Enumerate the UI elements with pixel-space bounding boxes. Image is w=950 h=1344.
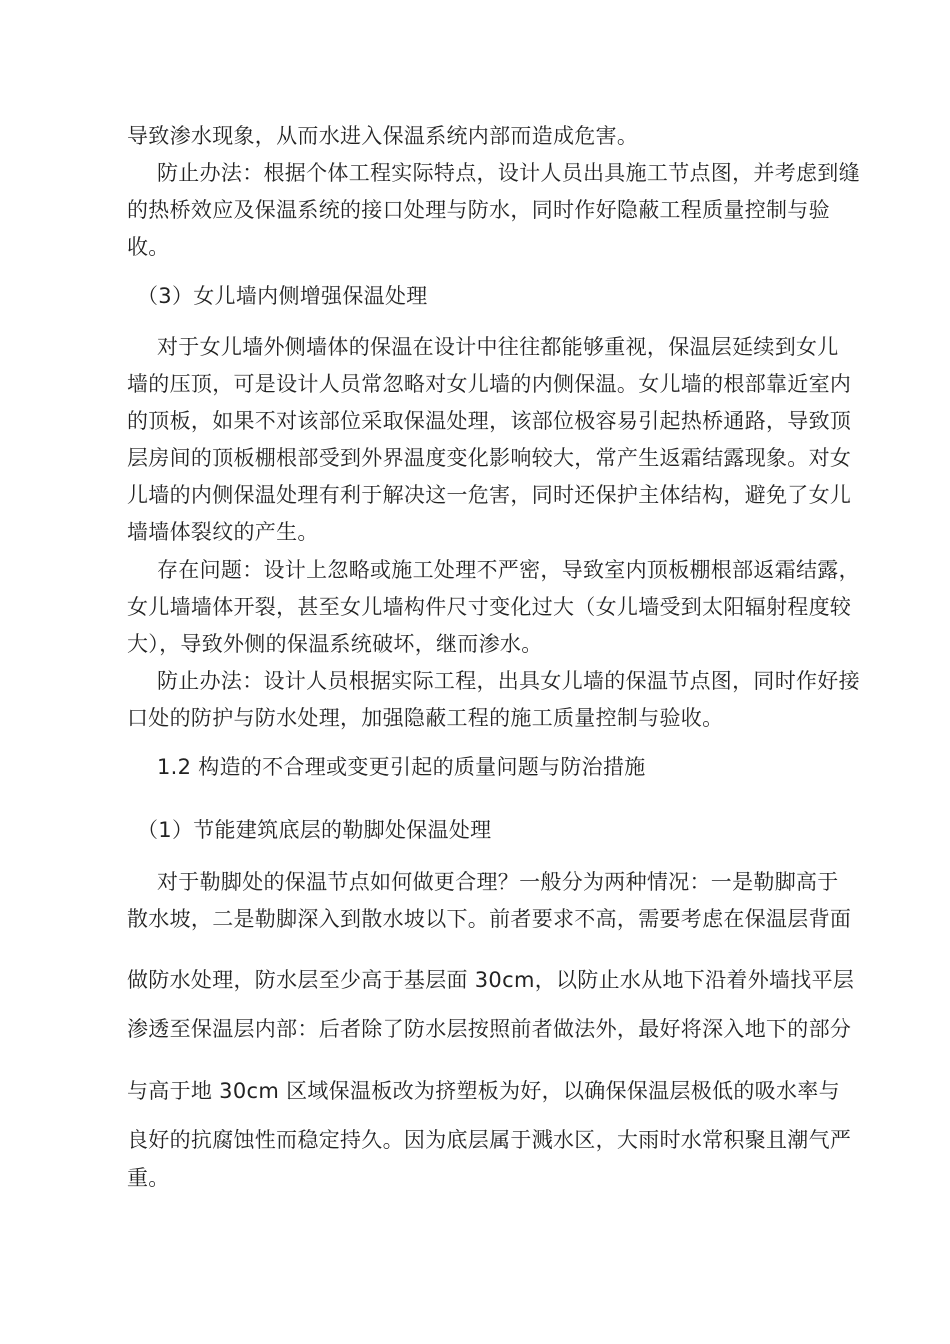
paragraph-line: 的热桥效应及保温系统的接口处理与防水，同时作好隐蔽工程质量控制与验 xyxy=(127,198,830,222)
section-heading: （1）节能建筑底层的勒脚处保温处理 xyxy=(137,818,492,842)
paragraph-line: 防止办法：设计人员根据实际工程，出具女儿墙的保温节点图，同时作好接 xyxy=(157,669,860,693)
paragraph-line: 的顶板，如果不对该部位采取保温处理，该部位极容易引起热桥通路，导致顶 xyxy=(127,409,852,433)
section-heading: （3）女儿墙内侧增强保温处理 xyxy=(137,284,428,308)
paragraph-line: 渗透至保温层内部：后者除了防水层按照前者做法外，最好将深入地下的部分 xyxy=(127,1017,852,1041)
paragraph-line: 散水坡，二是勒脚深入到散水坡以下。前者要求不高，需要考虑在保温层背面 xyxy=(127,907,852,931)
paragraph-line: 导致渗水现象，从而水进入保温系统内部而造成危害。 xyxy=(127,124,639,148)
paragraph-line: 大），导致外侧的保温系统破坏，继而渗水。 xyxy=(127,632,543,656)
paragraph-line: 儿墙的内侧保温处理有利于解决这一危害，同时还保护主体结构，避免了女儿 xyxy=(127,483,852,507)
paragraph-line: 防止办法：根据个体工程实际特点，设计人员出具施工节点图，并考虑到缝 xyxy=(157,161,860,185)
paragraph-line: 做防水处理，防水层至少高于基层面 30cm，以防止水从地下沿着外墙找平层 xyxy=(127,968,855,992)
paragraph-line: 与高于地 30cm 区域保温板改为挤塑板为好，以确保保温层极低的吸水率与 xyxy=(127,1079,840,1103)
paragraph-line: 口处的防护与防水处理，加强隐蔽工程的施工质量控制与验收。 xyxy=(127,706,724,730)
paragraph-line: 重。 xyxy=(127,1166,170,1190)
paragraph-line: 层房间的顶板棚根部受到外界温度变化影响较大，常产生返霜结露现象。对女 xyxy=(127,446,852,470)
paragraph-line: 墙的压顶，可是设计人员常忽略对女儿墙的内侧保温。女儿墙的根部靠近室内 xyxy=(127,372,852,396)
paragraph-line: 对于勒脚处的保温节点如何做更合理？一般分为两种情况：一是勒脚高于 xyxy=(157,870,839,894)
section-heading: 1.2 构造的不合理或变更引起的质量问题与防治措施 xyxy=(157,755,646,779)
paragraph-line: 墙墙体裂纹的产生。 xyxy=(127,520,319,544)
paragraph-line: 女儿墙墙体开裂，甚至女儿墙构件尺寸变化过大（女儿墙受到太阳辐射程度较 xyxy=(127,595,852,619)
paragraph-line: 对于女儿墙外侧墙体的保温在设计中往往都能够重视，保温层延续到女儿 xyxy=(157,335,839,359)
paragraph-line: 收。 xyxy=(127,235,170,259)
paragraph-line: 存在问题：设计上忽略或施工处理不严密，导致室内顶板棚根部返霜结露， xyxy=(157,558,860,582)
paragraph-line: 良好的抗腐蚀性而稳定持久。因为底层属于溅水区，大雨时水常积聚且潮气严 xyxy=(127,1128,852,1152)
